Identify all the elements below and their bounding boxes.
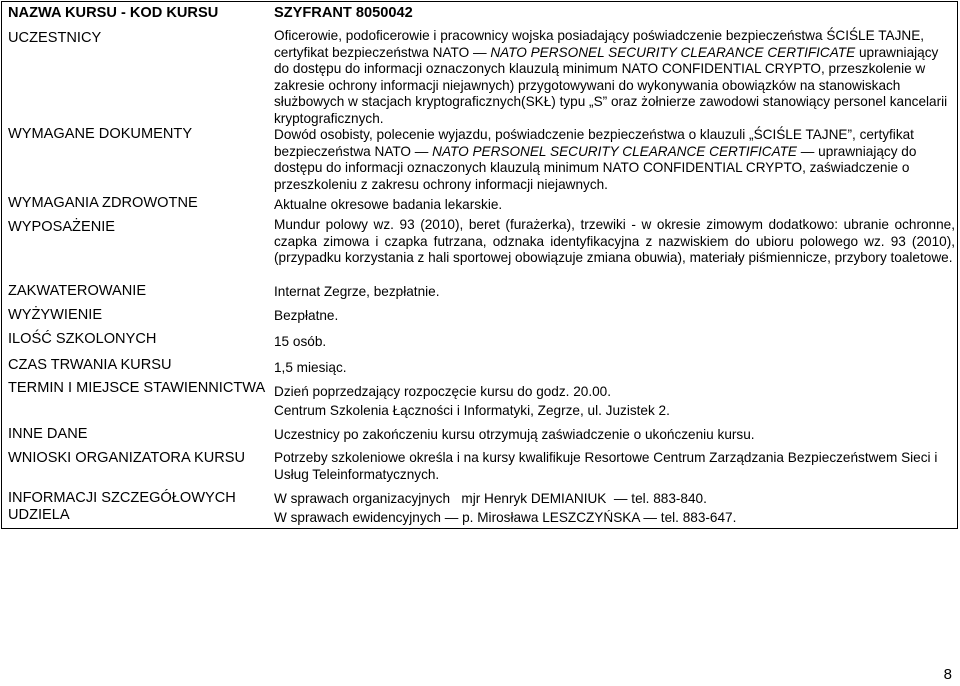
row-course-name: [2, 2, 957, 26]
inne-label: INNE DANE: [8, 426, 88, 442]
termin-place: Centrum Szkolenia Łączności i Informatyki, Zegrze, ul. Juzistek 2.: [274, 403, 670, 418]
informacje-label-line1: INFORMACJI SZCZEGÓŁOWYCH: [8, 490, 236, 506]
czas-label: CZAS TRWANIA KURSU: [8, 357, 172, 373]
ilosc-label: ILOŚĆ SZKOLONYCH: [8, 331, 157, 347]
termin-value: [274, 382, 955, 420]
contact-records: W sprawach ewidencyjnych — p. Mirosława LESZCZYŃSKA — tel. 883-647.: [274, 509, 737, 525]
inne-value: Uczestnicy po zakończeniu kursu otrzymują zaświadczenie o ukończeniu kursu.: [274, 427, 755, 442]
wnioski-value: Potrzeby szkoleniowe określa i na kursy kwalifikuje Resortowe Centrum Zarządzania Bezpieczeństwem Sieci i Usług Teleinformatycznych.: [274, 450, 938, 482]
wnioski-label: WNIOSKI ORGANIZATORA KURSU: [8, 450, 246, 466]
wyzywienie-label: WYŻYWIENIE: [8, 307, 103, 323]
page-number: 8: [943, 666, 952, 683]
uczestnicy-text-rest: uprawniający do dostępu do informacji oznaczonych klauzulą minimum NATO CONFIDENTIAL CRYPTO, przeszkolenie w zakresie ochrony informacji niejawnych) przygotowywani do wykonywania obowiązków na stanowiskach służbowych w stacjach kryptograficznych(SKŁ) typu „S” oraz żołnierze zawodowi stanowiący personel kancelarii kryptograficznych.: [274, 44, 948, 126]
zdrowotne-label: WYMAGANIA ZDROWOTNE: [8, 195, 198, 211]
dokumenty-certificate: NATO PERSONEL SECURITY CLEARANCE CERTIFICATE: [432, 143, 798, 159]
informacje-label: [8, 490, 236, 524]
informacje-value: [274, 490, 955, 527]
czas-value: 1,5 miesiąc.: [274, 360, 347, 375]
zakwaterowanie-label: ZAKWATEROWANIE: [8, 283, 147, 299]
wyzywienie-value: Bezpłatne.: [274, 308, 339, 323]
course-info-table: [1, 1, 958, 529]
contact-organizational: W sprawach organizacyjnych mjr Henryk DEMIANIUK — tel. 883-840.: [274, 491, 707, 506]
uczestnicy-certificate: NATO PERSONEL SECURITY CLEARANCE CERTIFICATE: [490, 44, 856, 60]
course-name-label: NAZWA KURSU - KOD KURSU: [8, 5, 219, 21]
termin-date: Dzień poprzedzający rozpoczęcie kursu do godz. 20.00.: [274, 384, 612, 399]
zakwaterowanie-value: Internat Zegrze, bezpłatnie.: [274, 284, 440, 299]
wyposazenie-label: WYPOSAŻENIE: [8, 219, 116, 235]
uczestnicy-value: [274, 28, 955, 127]
dokumenty-label: WYMAGANE DOKUMENTY: [8, 126, 193, 142]
dokumenty-value: [274, 127, 955, 193]
wyposazenie-value: Mundur polowy wz. 93 (2010), beret (furażerka), trzewiki - w okresie zimowym dodatkowo: ubranie ochronne, czapka zimowa i czapka futrzana, odznaka identyfikacyjna z nazwiskiem do ubioru polowego wz. 93 (2010), (przypadku korzystania z hali sportowej obowiązuje zmiana obuwia), materiały piśmiennicze, przybory toaletowe.: [274, 217, 955, 265]
termin-label: TERMIN I MIEJSCE STAWIENNICTWA: [8, 380, 266, 396]
course-name-value: SZYFRANT 8050042: [274, 5, 413, 21]
uczestnicy-label: UCZESTNICY: [8, 30, 102, 46]
uczestnicy-text: Oficerowie, podoficerowie i pracownicy wojska posiadający poświadczenie bezpieczeństwa ŚCIŚLE TAJNE, certyfikat bezpieczeństwa NATO —: [274, 28, 925, 60]
dokumenty-text-rest: — uprawniający do dostępu do informacji oznaczonych klauzulą minimum NATO CONFIDENTIAL CRYPTO, zaświadczenie o przeszkoleniu z zakresu ochrony informacji niejawnych.: [274, 143, 917, 192]
dokumenty-text: Dowód osobisty, polecenie wyjazdu, poświadczenie bezpieczeństwa o klauzuli „ŚCIŚLE TAJNE”, certyfikat bezpieczeństwa NATO —: [274, 127, 914, 159]
zdrowotne-value: Aktualne okresowe badania lekarskie.: [274, 197, 503, 212]
ilosc-value: 15 osób.: [274, 334, 327, 349]
informacje-label-line2: UDZIELA: [8, 507, 70, 523]
